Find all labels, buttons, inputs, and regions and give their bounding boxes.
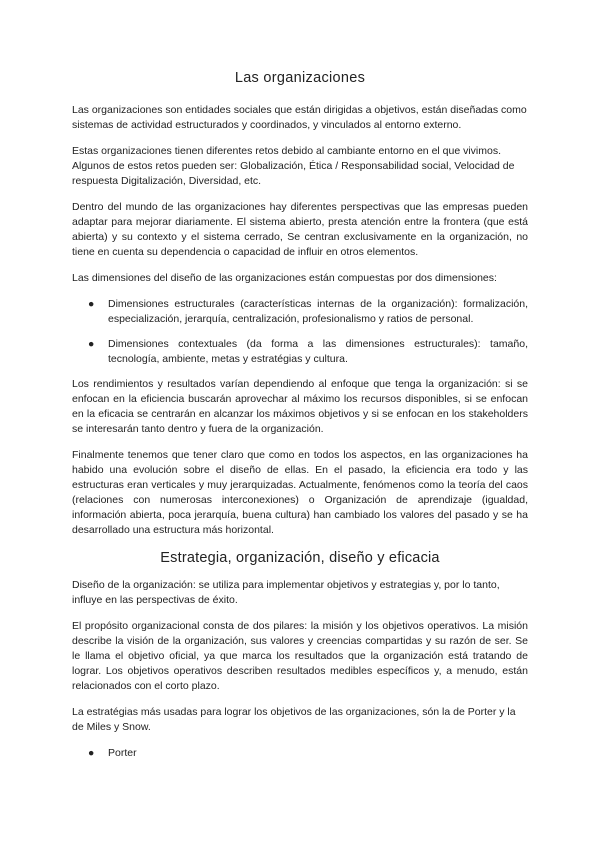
paragraph-perspectives: Dentro del mundo de las organizaciones hay diferentes perspectivas que las empresas pueden adaptar para mejorar diariamente. El sistema abierto, presta atención entre la frontera (que está abierta) y su contexto y el sistema cerrado, Se centran exclusivamente en la organización, no tiene en cuenta su dependencia o capacidad de influir en otros elementos. (72, 201, 528, 258)
list-item (72, 297, 528, 327)
paragraph-design: Diseño de la organización: se utiliza para implementar objetivos y estrategias y, por lo tanto, influye en las perspectivas de éxito. (72, 579, 500, 606)
bullet-icon: ● (88, 338, 95, 350)
paragraph-evolution: Finalmente tenemos que tener claro que como en todos los aspectos, en las organizaciones ha habido una evolución sobre el diseño de ellas. En el pasado, la eficiencia era todo y las estructuras eran verticales y muy jerarquizadas. Actualmente, fenómenos como la teoría del caos (relaciones con numerosas interconexiones) o Organización de aprendizaje (igualdad, información abierta, poca jerarquía, buena cultura) han cambiado los valores del pasado y se ha desarrollado una estructura más horizontal. (72, 449, 528, 536)
paragraph-challenges: Estas organizaciones tienen diferentes retos debido al cambiante entorno en el que vivimos. Algunos de estos retos pueden ser: Globalización, Ética / Responsabilidad social, Velocidad de respuesta Digitalización, Diversidad, etc. (72, 145, 515, 187)
list-item-text: Dimensiones estructurales (características internas de la organización): formalización, especialización, jerarquía, centralización, profesionalismo y ratios de personal. (108, 298, 528, 325)
dimensions-list (72, 297, 528, 367)
list-item (72, 746, 528, 761)
list-item (72, 337, 528, 367)
section-heading: Estrategia, organización, diseño y eficacia (160, 550, 440, 566)
paragraph-purpose: El propósito organizacional consta de dos pilares: la misión y los objetivos operativos. La misión describe la visión de la organización, sus valores y creencias compartidas y su razón de ser. Se le llama el objetivo oficial, ya que marca los resultados que la organización está tratando de lograr. Los objetivos operativos describen resultados medibles específicos y, a menudo, están relacionados con el corto plazo. (72, 620, 528, 692)
bullet-icon: ● (88, 747, 95, 759)
list-item-text: Porter (108, 747, 137, 759)
paragraph-definition: Las organizaciones son entidades sociales que están dirigidas a objetivos, están diseñadas como sistemas de actividad estructurados y coordinados, y vinculados al entorno externo. (72, 104, 527, 131)
document-title: Las organizaciones (234, 70, 366, 86)
paragraph-dimensions-intro: Las dimensiones del diseño de las organizaciones están compuestas por dos dimensiones: (72, 272, 497, 284)
paragraph-results: Los rendimientos y resultados varían dependiendo al enfoque que tenga la organización: si se enfocan en la eficiencia buscarán aprovechar al máximo los recursos disponibles, si se enfocan en la eficacia se centrarán en alcanzar los máximos objetivos y si se enfocan en los stakeholders se interesarán tanto dentro y fuera de la organización. (72, 378, 528, 435)
bullet-icon: ● (88, 298, 95, 310)
strategies-list (72, 746, 528, 761)
paragraph-strategies: La estratégias más usadas para lograr los objetivos de las organizaciones, són la de Porter y la de Miles y Snow. (72, 706, 516, 733)
list-item-text: Dimensiones contextuales (da forma a las dimensiones estructurales): tamaño, tecnología, ambiente, metas y estratégias y cultura. (108, 338, 528, 365)
